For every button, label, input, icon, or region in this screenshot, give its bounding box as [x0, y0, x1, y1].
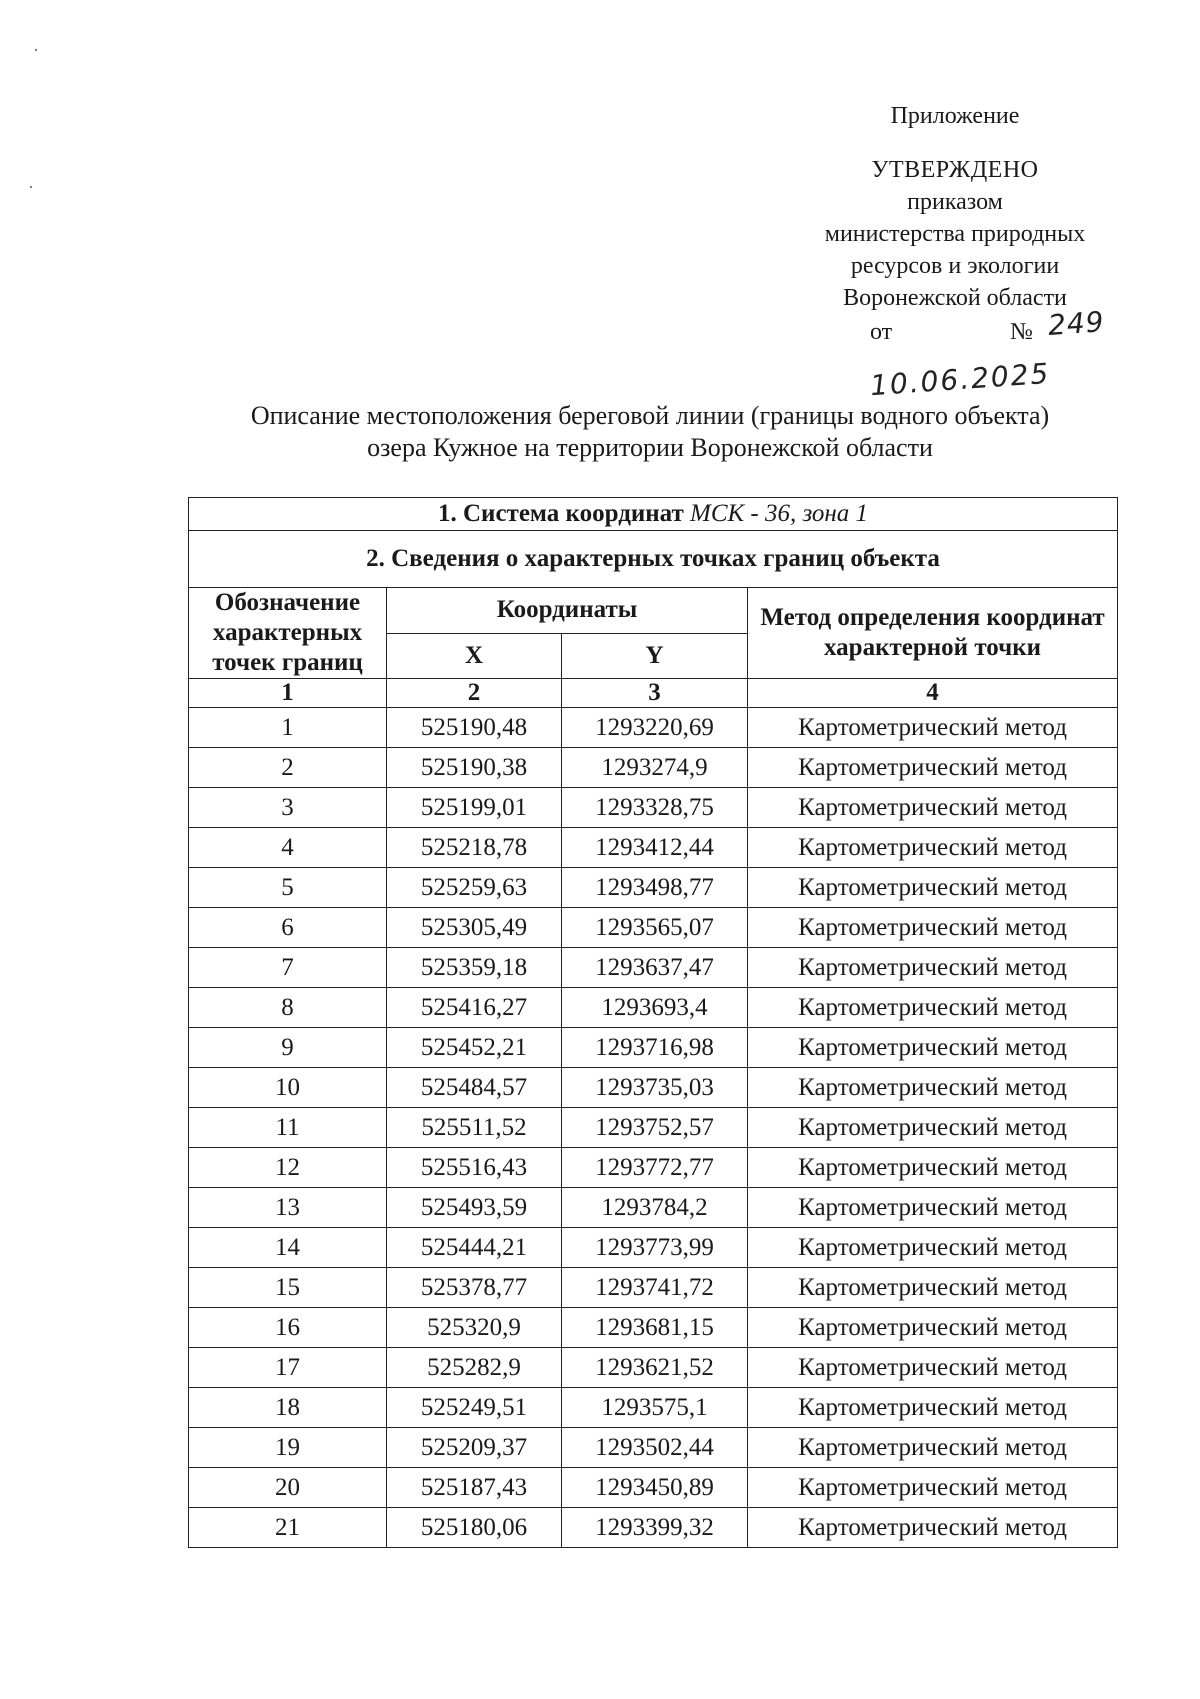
method-cell: Картометрический метод — [748, 1428, 1118, 1468]
x-coordinate-cell: 525180,06 — [387, 1508, 562, 1548]
x-coordinate-cell: 525190,48 — [387, 708, 562, 748]
method-cell: Картометрический метод — [748, 1188, 1118, 1228]
table-row — [189, 1228, 1118, 1268]
method-cell: Картометрический метод — [748, 708, 1118, 748]
point-number-cell: 17 — [189, 1348, 387, 1388]
method-cell: Картометрический метод — [748, 948, 1118, 988]
method-cell: Картометрический метод — [748, 1148, 1118, 1188]
x-coordinate-cell: 525305,49 — [387, 908, 562, 948]
coordinate-system-value: МСК - 36, зона 1 — [690, 500, 869, 527]
table-row — [189, 708, 1118, 748]
method-cell: Картометрический метод — [748, 748, 1118, 788]
column-number: 3 — [562, 679, 748, 708]
x-coordinate-cell: 525378,77 — [387, 1268, 562, 1308]
x-coordinate-cell: 525187,43 — [387, 1468, 562, 1508]
approval-line: приказом — [907, 189, 1003, 215]
point-number-cell: 11 — [189, 1108, 387, 1148]
approval-line: ресурсов и экологии — [850, 253, 1060, 279]
from-label: от — [870, 319, 893, 345]
y-coordinate-cell: 1293772,77 — [562, 1148, 748, 1188]
point-number-cell: 19 — [189, 1428, 387, 1468]
y-coordinate-cell: 1293274,9 — [562, 748, 748, 788]
point-number-cell: 15 — [189, 1268, 387, 1308]
table-row — [189, 1468, 1118, 1508]
y-coordinate-cell: 1293450,89 — [562, 1468, 748, 1508]
x-coordinate-cell: 525493,59 — [387, 1188, 562, 1228]
method-cell: Картометрический метод — [748, 1228, 1118, 1268]
y-coordinate-cell: 1293412,44 — [562, 828, 748, 868]
approval-line: Воронежской области — [843, 285, 1067, 311]
method-cell: Картометрический метод — [748, 1468, 1118, 1508]
method-cell: Картометрический метод — [748, 788, 1118, 828]
point-number-cell: 18 — [189, 1388, 387, 1428]
point-number-cell: 16 — [189, 1308, 387, 1348]
point-number-cell: 8 — [189, 988, 387, 1028]
title-line: Описание местоположения береговой линии (границы водного объекта) — [250, 401, 1050, 430]
table-row — [189, 1388, 1118, 1428]
table-row — [189, 1508, 1118, 1548]
approval-line: министерства природных — [824, 221, 1086, 247]
table-row — [189, 788, 1118, 828]
method-cell: Картометрический метод — [748, 1508, 1118, 1548]
table-row — [189, 988, 1118, 1028]
y-coordinate-cell: 1293735,03 — [562, 1068, 748, 1108]
handwritten-order-number: 249 — [1046, 305, 1106, 342]
order-reference — [780, 305, 1130, 348]
table-row — [189, 748, 1118, 788]
handwritten-order-date: 10.06.2025 — [869, 356, 1052, 403]
scan-speck — [35, 49, 37, 51]
appendix-label: Приложение — [890, 103, 1020, 129]
y-coordinate-cell: 1293220,69 — [562, 708, 748, 748]
table-row — [189, 1268, 1118, 1308]
header-point-designation: Обозначение характерных точек границ — [189, 588, 387, 679]
method-cell: Картометрический метод — [748, 1108, 1118, 1148]
y-coordinate-cell: 1293693,4 — [562, 988, 748, 1028]
y-coordinate-cell: 1293498,77 — [562, 868, 748, 908]
approval-block — [780, 100, 1130, 348]
column-number: 2 — [387, 679, 562, 708]
coordinate-system-cell — [189, 498, 1118, 531]
x-coordinate-cell: 525282,9 — [387, 1348, 562, 1388]
method-cell: Картометрический метод — [748, 1308, 1118, 1348]
point-number-cell: 6 — [189, 908, 387, 948]
x-coordinate-cell: 525320,9 — [387, 1308, 562, 1348]
x-coordinate-cell: 525444,21 — [387, 1228, 562, 1268]
coordinates-table — [188, 497, 1118, 1548]
table-row — [189, 1108, 1118, 1148]
title-line: озера Кужное на территории Воронежской области — [367, 433, 933, 462]
x-coordinate-cell: 525199,01 — [387, 788, 562, 828]
table-row — [189, 1028, 1118, 1068]
point-number-cell: 21 — [189, 1508, 387, 1548]
coordinate-rows — [189, 708, 1118, 1548]
table-row — [189, 1308, 1118, 1348]
point-number-cell: 2 — [189, 748, 387, 788]
method-cell: Картометрический метод — [748, 1028, 1118, 1068]
coordinate-system-row — [189, 498, 1118, 531]
method-cell: Картометрический метод — [748, 1348, 1118, 1388]
method-cell: Картометрический метод — [748, 1268, 1118, 1308]
table-row — [189, 1148, 1118, 1188]
points-info-row — [189, 531, 1118, 588]
point-number-cell: 1 — [189, 708, 387, 748]
method-cell: Картометрический метод — [748, 908, 1118, 948]
coordinate-system-label: 1. Система координат — [438, 500, 684, 527]
header-coordinates: Координаты — [387, 588, 748, 634]
x-coordinate-cell: 525416,27 — [387, 988, 562, 1028]
y-coordinate-cell: 1293399,32 — [562, 1508, 748, 1548]
y-coordinate-cell: 1293784,2 — [562, 1188, 748, 1228]
points-info-label: 2. Сведения о характерных точках границ объекта — [189, 531, 1118, 588]
table-row — [189, 948, 1118, 988]
y-coordinate-cell: 1293621,52 — [562, 1348, 748, 1388]
point-number-cell: 14 — [189, 1228, 387, 1268]
y-coordinate-cell: 1293565,07 — [562, 908, 748, 948]
y-coordinate-cell: 1293637,47 — [562, 948, 748, 988]
approved-label: УТВЕРЖДЕНО — [871, 157, 1039, 183]
header-x: X — [387, 633, 562, 679]
x-coordinate-cell: 525209,37 — [387, 1428, 562, 1468]
y-coordinate-cell: 1293741,72 — [562, 1268, 748, 1308]
x-coordinate-cell: 525259,63 — [387, 868, 562, 908]
y-coordinate-cell: 1293752,57 — [562, 1108, 748, 1148]
column-number: 1 — [189, 679, 387, 708]
table-row — [189, 868, 1118, 908]
x-coordinate-cell: 525359,18 — [387, 948, 562, 988]
x-coordinate-cell: 525484,57 — [387, 1068, 562, 1108]
point-number-cell: 5 — [189, 868, 387, 908]
point-number-cell: 10 — [189, 1068, 387, 1108]
table-row — [189, 1188, 1118, 1228]
y-coordinate-cell: 1293502,44 — [562, 1428, 748, 1468]
method-cell: Картометрический метод — [748, 828, 1118, 868]
document-title — [150, 400, 1150, 464]
column-number-row — [189, 679, 1118, 708]
y-coordinate-cell: 1293681,15 — [562, 1308, 748, 1348]
method-cell: Картометрический метод — [748, 988, 1118, 1028]
number-label: № — [1010, 319, 1033, 345]
header-method: Метод определения координат характерной точки — [748, 588, 1118, 679]
method-cell: Картометрический метод — [748, 1388, 1118, 1428]
y-coordinate-cell: 1293773,99 — [562, 1228, 748, 1268]
x-coordinate-cell: 525511,52 — [387, 1108, 562, 1148]
scan-speck — [30, 186, 32, 188]
point-number-cell: 9 — [189, 1028, 387, 1068]
table-row — [189, 1348, 1118, 1388]
table-row — [189, 828, 1118, 868]
x-coordinate-cell: 525190,38 — [387, 748, 562, 788]
point-number-cell: 20 — [189, 1468, 387, 1508]
point-number-cell: 4 — [189, 828, 387, 868]
y-coordinate-cell: 1293716,98 — [562, 1028, 748, 1068]
y-coordinate-cell: 1293575,1 — [562, 1388, 748, 1428]
table-row — [189, 1068, 1118, 1108]
table-row — [189, 1428, 1118, 1468]
method-cell: Картометрический метод — [748, 1068, 1118, 1108]
point-number-cell: 7 — [189, 948, 387, 988]
header-y: Y — [562, 633, 748, 679]
method-cell: Картометрический метод — [748, 868, 1118, 908]
y-coordinate-cell: 1293328,75 — [562, 788, 748, 828]
x-coordinate-cell: 525452,21 — [387, 1028, 562, 1068]
table-row — [189, 908, 1118, 948]
x-coordinate-cell: 525516,43 — [387, 1148, 562, 1188]
point-number-cell: 13 — [189, 1188, 387, 1228]
table-header-row — [189, 588, 1118, 634]
point-number-cell: 3 — [189, 788, 387, 828]
x-coordinate-cell: 525249,51 — [387, 1388, 562, 1428]
column-number: 4 — [748, 679, 1118, 708]
x-coordinate-cell: 525218,78 — [387, 828, 562, 868]
point-number-cell: 12 — [189, 1148, 387, 1188]
